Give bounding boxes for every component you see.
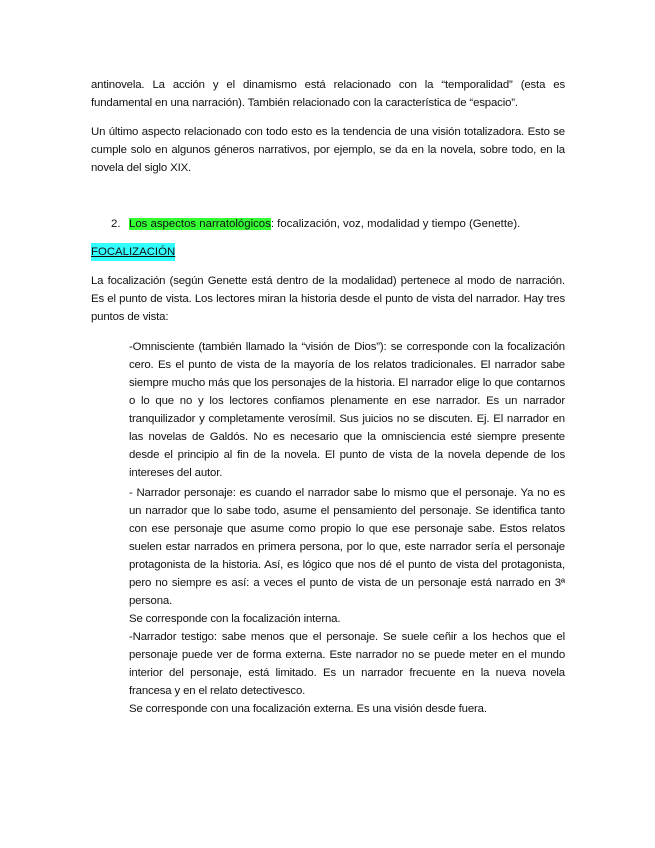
bullet-narrador-testigo: -Narrador testigo: sabe menos que el personaje. Se suele ceñir a los hechos que el personaje puede ver de forma externa. Este narrador no se puede meter en el mundo interior del personaje, está limitado. Es un narrador frecuente en la nueva novela francesa y en el relato detectivesco. (129, 631, 565, 697)
note-focalizacion-interna: Se corresponde con la focalización interna. (129, 613, 341, 625)
list-item-narratological-aspects (91, 215, 565, 233)
note-focalizacion-externa: Se corresponde con una focalización externa. Es una visión desde fuera. (129, 703, 487, 715)
paragraph-totalizing-vision: Un último aspecto relacionado con todo esto es la tendencia de una visión totalizadora. Esto se cumple solo en algunos géneros narrativos, por ejemplo, se da en la novela, sobre todo, en la novela del siglo XIX. (91, 126, 565, 174)
list-item-number: 2. (111, 218, 121, 230)
list-item-rest: : focalización, voz, modalidad y tiempo (Genette). (270, 218, 521, 230)
section-heading-focalizacion: FOCALIZACIÓN (91, 243, 175, 261)
paragraph-focalizacion: La focalización (según Genette está dentro de la modalidad) pertenece al modo de narración. Es el punto de vista. Los lectores miran la historia desde el punto de vista del narrador. Hay tres puntos de vista: (91, 275, 565, 323)
highlighted-text: Los aspectos narratológicos (129, 218, 271, 230)
bullet-narrador-personaje: - Narrador personaje: es cuando el narrador sabe lo mismo que el personaje. Ya no es un narrador que lo sabe todo, asume el pensamiento del personaje. Se identifica tanto con ese personaje que asume como propio lo que ese personaje sabe. Estos relatos suelen estar narrados en primera persona, por lo que, este narrador sería el personaje protagonista de la historia. Así, es lógico que nos dé el punto de vista del protagonista, pero no siempre es así: a veces el punto de vista de un personaje está narrado en 3ª persona. (129, 487, 565, 607)
bullet-omnisciente: -Omnisciente (también llamado la “visión de Dios”): se corresponde con la focalización cero. Es el punto de vista de la mayoría de los relatos tradicionales. El narrador sabe siempre mucho más que los personajes de la historia. El narrador elige lo que contarnos o lo que no y los lectores confiamos plenamente en ese narrador. Es un narrador tranquilizador y completamente verosímil. Sus juicios no se discuten. Ej. El narrador en las novelas de Galdós. No es necesario que la omnisciencia esté siempre presente desde el principio al fin de la novela. El punto de vista de la novela depende de los intereses del autor. (129, 341, 565, 479)
paragraph-intro: antinovela. La acción y el dinamismo está relacionado con la “temporalidad” (esta es fundamental en una narración). También relacionado con la característica de “espacio”. (91, 79, 565, 109)
